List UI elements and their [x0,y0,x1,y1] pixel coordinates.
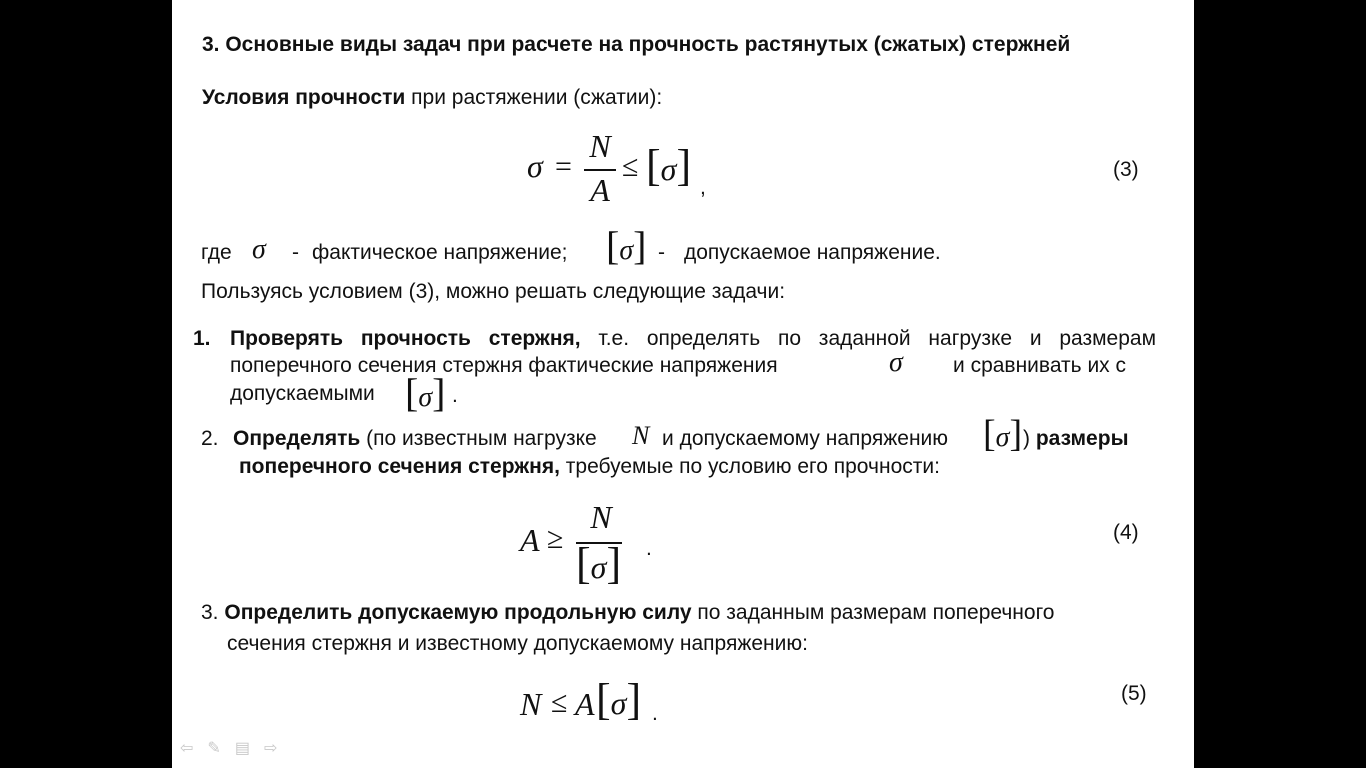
denominator-A: A [590,172,610,208]
sigma-symbol: σ [252,234,266,265]
slide [172,0,1194,768]
prev-arrow-icon[interactable]: ⇦ [180,740,194,757]
list-number: 2. [201,427,219,450]
area-A: A [520,522,540,558]
fraction-bar [584,169,616,171]
numerator-N: N [590,499,612,535]
comma: , [700,176,706,199]
slide-title: 3. Основные виды задач при расчете на прочность растянутых (сжатых) стержней [202,33,1071,56]
period: . [652,702,658,725]
dash: - [292,241,299,264]
allowable-stress-text: допускаемое напряжение. [684,241,941,264]
allowable-stress-symbol: [σ] [576,539,622,588]
sigma-symbol: σ [889,347,903,378]
item1-line2b: и сравнивать их с [953,354,1127,377]
allowable-stress-symbol: [σ] [646,141,692,190]
item1-line1: Проверять прочность стержня, т.е. определять по заданной нагрузке и размерам [230,327,1157,350]
sigma-symbol: σ [527,148,543,184]
menu-icon[interactable]: ▤ [234,740,250,757]
item2-line1a: Определять (по известным нагрузке [233,427,597,450]
le-sign: ≤ [622,150,639,183]
allowable-stress-symbol: [σ] [606,223,647,268]
list-number: 1. [193,327,211,350]
item3-line1: 3. Определить допускаемую продольную силу по заданным размерам поперечного [201,601,1055,624]
item2-line1c: ) размеры [1023,427,1129,450]
slide-nav [180,738,277,758]
load-N-symbol: N [632,421,650,450]
equals-sign: = [555,150,572,183]
pen-icon[interactable]: ✎ [207,740,221,757]
item1-line3: допускаемыми [230,382,375,405]
allowable-stress-symbol: [σ] [983,413,1023,455]
item2-line2: поперечного сечения стержня, требуемые по условию его прочности: [239,455,940,478]
ge-sign: ≥ [547,522,564,555]
le-sign: ≤ [551,686,568,719]
item1-line2a: поперечного сечения стержня фактические напряжения [230,354,778,377]
actual-stress-text: фактическое напряжение; [312,241,568,264]
period: . [646,537,652,560]
numerator-N: N [589,128,611,164]
equation-number-5: (5) [1121,682,1147,705]
area-A: A [575,686,595,722]
period: . [452,384,458,407]
force-N: N [520,686,542,722]
allowable-stress-symbol: [σ] [405,370,446,415]
next-arrow-icon[interactable]: ⇨ [263,740,278,757]
intro-text: Пользуясь условием (3), можно решать следующие задачи: [201,280,786,303]
item3-line2: сечения стержня и известному допускаемому напряжению: [227,632,808,655]
equation-number-3: (3) [1113,158,1139,181]
item2-line1b: и допускаемому напряжению [662,427,949,450]
allowable-stress-symbol: [σ] [596,675,642,724]
where-label: где [201,241,232,264]
strength-condition-heading: Условия прочности при растяжении (сжатии): [202,86,663,109]
equation-number-4: (4) [1113,521,1139,544]
dash: - [658,241,665,264]
